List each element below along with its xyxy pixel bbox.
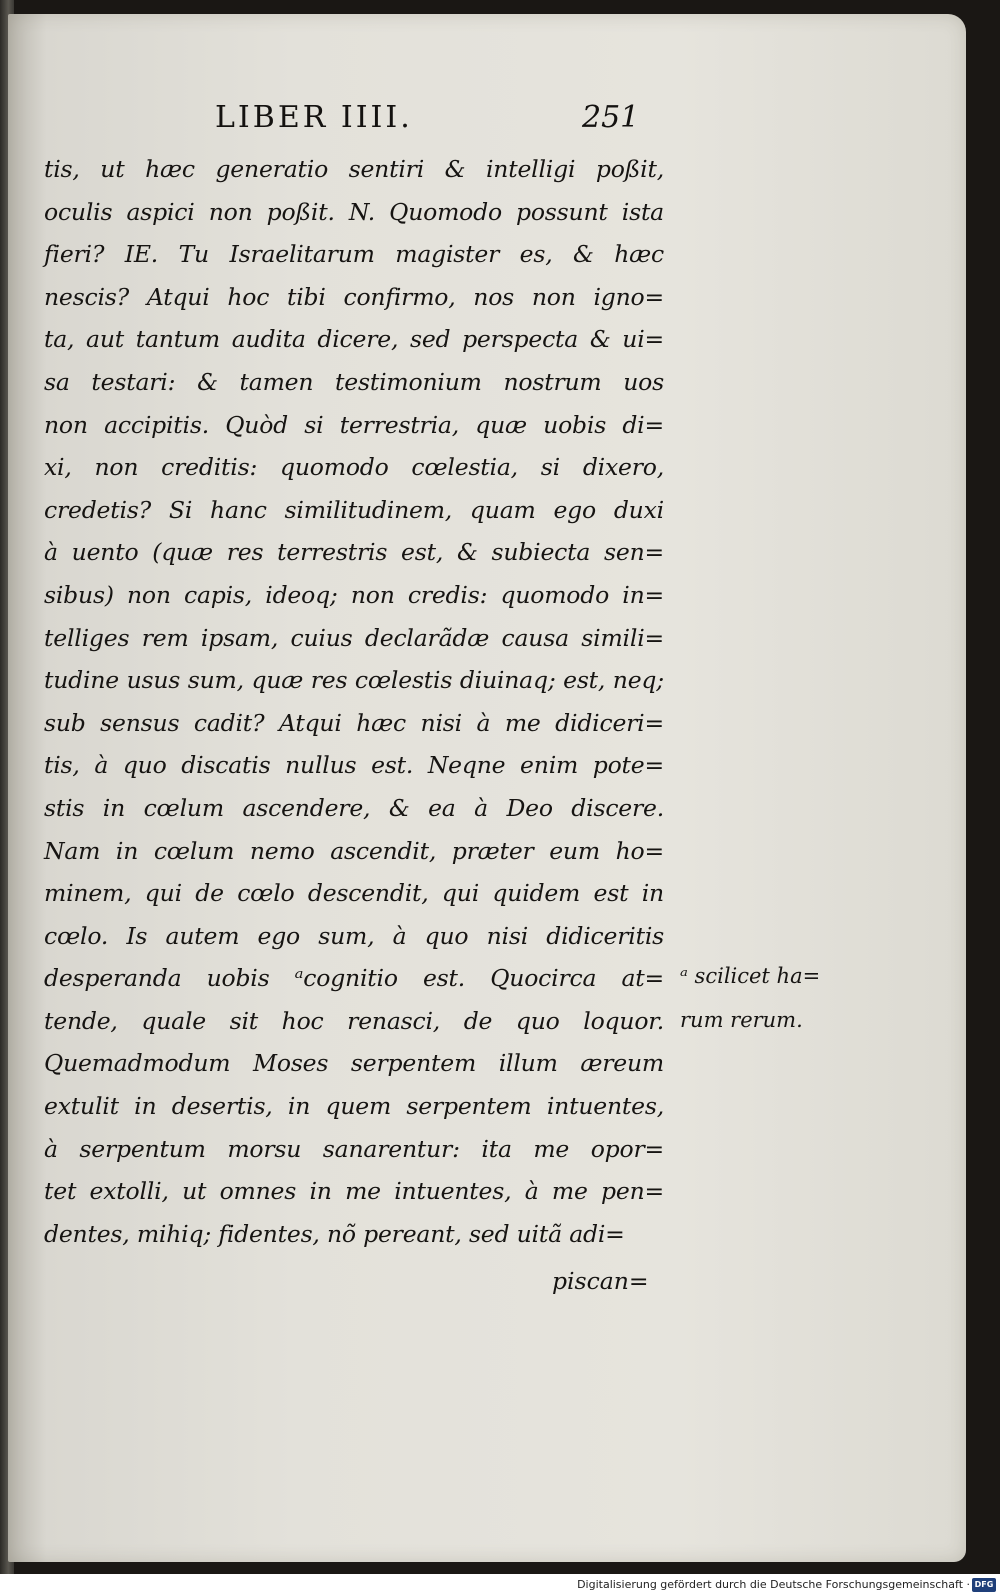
text-line: extulit in desertis, in quem serpentem intuentes, — [44, 1092, 664, 1121]
text-line: dentes, mihiq; fidentes, nõ pereant, sed uitã adi= — [44, 1219, 625, 1248]
text-line: minem, qui de cœlo descendit, qui quidem est in — [44, 879, 664, 908]
text-line: credetis? Si hanc similitudinem, quam ego duxi — [44, 495, 664, 524]
text-line: stis in cœlum ascendere, & ea à Deo discere. — [44, 793, 664, 822]
text-line: à uento (quæ res terrestris est, & subiecta sen= — [44, 538, 664, 567]
text-line: à serpentum morsu sanarentur: ita me opor= — [44, 1134, 664, 1163]
catchword: piscan= — [552, 1267, 649, 1295]
main-text-block — [44, 148, 664, 1255]
text-line: sibus) non capis, ideoq; non credis: quomodo in= — [44, 580, 664, 609]
text-line: ta, aut tantum audita dicere, sed perspecta & ui= — [44, 325, 664, 354]
text-line: tis, ut hæc generatio sentiri & intelligi poßit, — [44, 155, 664, 183]
text-line: sub sensus cadit? Atqui hæc nisi à me didiceri= — [44, 708, 664, 737]
text-line: desperanda uobis ᵃcognitio est. Quocirca at= — [44, 964, 664, 993]
text-line: cœlo. Is autem ego sum, à quo nisi didiceritis — [44, 921, 664, 950]
text-line: telliges rem ipsam, cuius declarãdæ causa simili= — [44, 623, 664, 652]
marginal-note — [680, 954, 830, 1042]
text-line: non accipitis. Quòd si terrestria, quæ uobis di= — [44, 410, 664, 439]
text-line: tet extolli, ut omnes in me intuentes, à me pen= — [44, 1177, 664, 1206]
text-line: tis, à quo discatis nullus est. Neqne enim pote= — [44, 751, 664, 780]
text-line: Nam in cœlum nemo ascendit, præter eum ho= — [44, 836, 664, 865]
text-line: fieri? IE. Tu Israelitarum magister es, & hæc — [44, 240, 664, 269]
text-line: tudine usus sum, quæ res cœlestis diuinaq; est, neq; — [44, 666, 664, 695]
marginal-note-line: ᵃ scilicet ha= — [680, 964, 821, 988]
running-head: LIBER IIII. — [215, 100, 413, 135]
dfg-logo: DFG — [972, 1578, 996, 1592]
funding-credit: Digitalisierung gefördert durch die Deutsche Forschungsgemeinschaft · — [577, 1578, 970, 1591]
text-line: oculis aspici non poßit. N. Quomodo possunt ista — [44, 197, 664, 226]
text-line: tende, quale sit hoc renasci, de quo loquor. — [44, 1006, 664, 1035]
marginal-note-line: rum rerum. — [680, 1008, 803, 1032]
text-line: sa testari: & tamen testimonium nostrum uos — [44, 367, 664, 396]
text-line: Quemadmodum Moses serpentem illum æreum — [44, 1049, 664, 1078]
page-number: 251 — [582, 100, 640, 135]
text-line: nescis? Atqui hoc tibi confirmo, nos non igno= — [44, 282, 664, 311]
text-line: xi, non creditis: quomodo cœlestia, si dixero, — [44, 453, 664, 482]
